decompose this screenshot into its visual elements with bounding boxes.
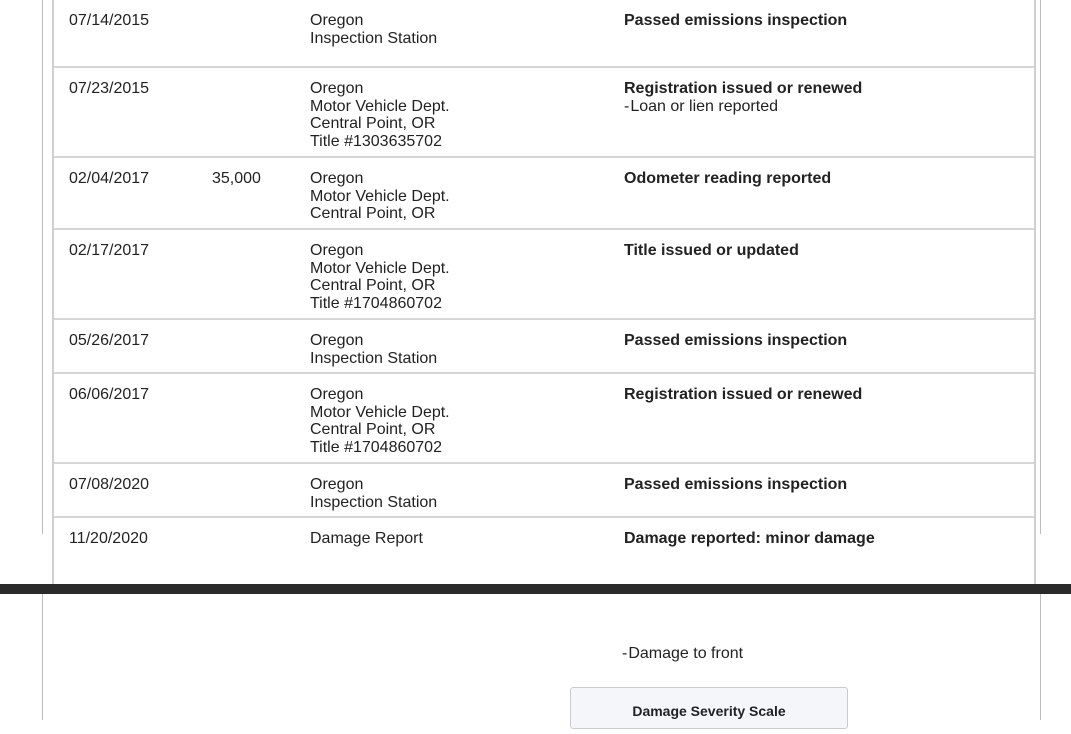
odometer-cell: 35,000: [212, 170, 261, 187]
table-row: [54, 518, 1034, 584]
source-cell: [310, 476, 437, 511]
source-cell: [310, 386, 450, 456]
source-line: Oregon: [310, 80, 364, 97]
detail-cell: [624, 476, 847, 494]
page-border-right: [1040, 0, 1041, 534]
page-break-divider: [0, 584, 1071, 594]
source-cell: [310, 12, 437, 47]
page-border-left: [42, 0, 43, 534]
date-cell: 02/17/2017: [69, 242, 150, 259]
event-title: Damage reported: minor damage: [624, 530, 875, 547]
continued-detail: [622, 645, 743, 663]
detail-cell: [624, 12, 847, 30]
detail-cell: [624, 80, 862, 115]
page-border-left: [42, 594, 43, 720]
table-row: [54, 230, 1034, 320]
continued-detail-text: - Damage to front: [622, 645, 743, 662]
event-title: Passed emissions inspection: [624, 332, 848, 349]
source-line: Oregon: [310, 386, 364, 403]
source-line: Motor Vehicle Dept.: [310, 259, 450, 277]
source-line: Oregon: [310, 332, 364, 349]
date-cell: 07/14/2015: [69, 12, 150, 29]
source-cell: [310, 332, 437, 367]
detail-cell: [624, 242, 799, 260]
date-cell: 07/23/2015: [69, 80, 150, 97]
source-cell: [310, 170, 450, 223]
source-line: Title #1704860702: [310, 438, 442, 456]
source-line: Motor Vehicle Dept.: [310, 187, 450, 205]
source-line: Damage Report: [310, 530, 423, 547]
source-line: Oregon: [310, 242, 364, 259]
event-title: Title issued or updated: [624, 242, 799, 259]
page-border-right: [1040, 594, 1041, 720]
table-row: [54, 68, 1034, 158]
source-line: Inspection Station: [310, 29, 438, 47]
date-cell: 06/06/2017: [69, 386, 150, 403]
source-line: Title #1704860702: [310, 294, 442, 312]
table-row: [54, 374, 1034, 464]
detail-cell: [624, 386, 862, 404]
source-line: Oregon: [310, 12, 364, 29]
source-line: Central Point, OR: [310, 205, 436, 222]
table-row: [54, 320, 1034, 374]
event-note: - Loan or lien reported: [624, 98, 862, 116]
event-title: Registration issued or renewed: [624, 80, 863, 97]
detail-cell: [624, 530, 875, 548]
event-title: Passed emissions inspection: [624, 476, 848, 493]
source-line: Title #1303635702: [310, 132, 442, 150]
source-line: Motor Vehicle Dept.: [310, 403, 450, 421]
date-cell: 07/08/2020: [69, 476, 150, 493]
source-line: Central Point, OR: [310, 421, 436, 438]
source-line: Oregon: [310, 170, 364, 187]
event-title: Registration issued or renewed: [624, 386, 863, 403]
source-line: Oregon: [310, 476, 364, 493]
detail-cell: [624, 332, 847, 350]
date-cell: 05/26/2017: [69, 332, 150, 349]
source-cell: [310, 530, 423, 548]
vehicle-history-table: [52, 0, 1036, 584]
source-line: Central Point, OR: [310, 115, 436, 132]
source-line: Inspection Station: [310, 349, 438, 367]
source-line: Central Point, OR: [310, 277, 436, 294]
history-page-bottom: [0, 594, 1071, 720]
source-line: Inspection Station: [310, 493, 438, 511]
source-line: Motor Vehicle Dept.: [310, 97, 450, 115]
date-cell: 11/20/2020: [69, 530, 148, 547]
source-cell: [310, 80, 450, 150]
table-row: [54, 464, 1034, 518]
date-cell: 02/04/2017: [69, 170, 150, 187]
damage-severity-scale-header: Damage Severity Scale: [570, 687, 848, 729]
event-title: Odometer reading reported: [624, 170, 832, 187]
event-title: Passed emissions inspection: [624, 12, 848, 29]
table-row: [54, 158, 1034, 230]
source-cell: [310, 242, 450, 312]
detail-cell: [624, 170, 831, 188]
table-row: [54, 0, 1034, 68]
